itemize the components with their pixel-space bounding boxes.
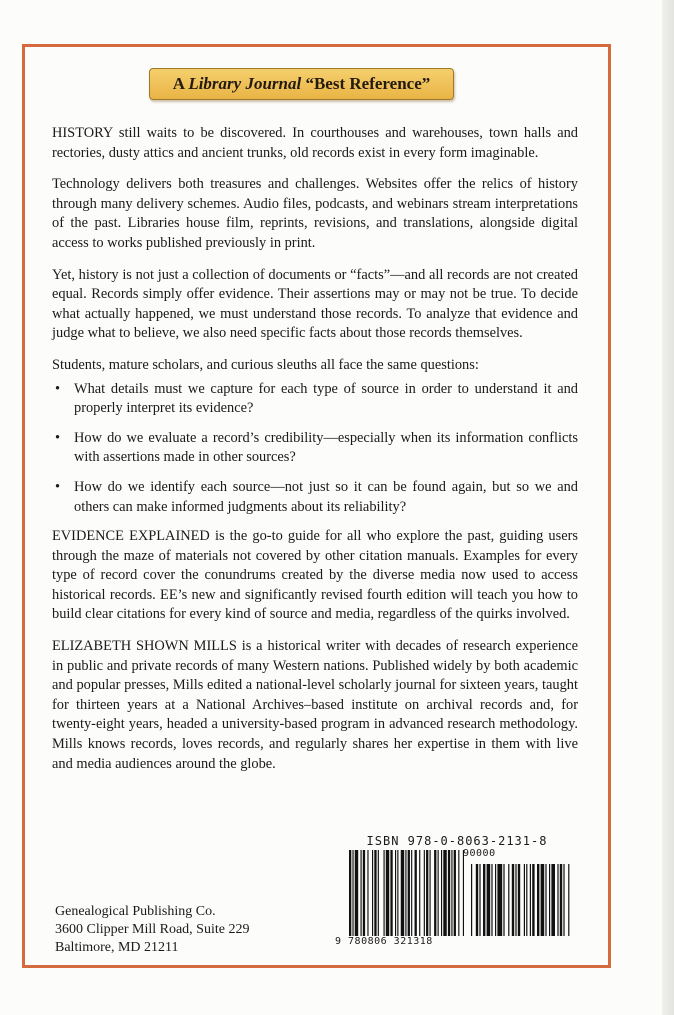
barcode-bar xyxy=(367,850,368,936)
barcode-bars xyxy=(343,850,575,938)
barcode-bar xyxy=(426,850,428,936)
barcode-bar xyxy=(415,850,417,936)
paragraph-technology: Technology delivers both treasures and challenges. Websites offer the relics of history through many delivery schemes. Audio files, podcasts, and webinars stream interpretations of the past. Libraries house film, reprints, revisions, and translations, alongside digital access to works published previously in print. xyxy=(52,176,578,251)
publisher-street: 3600 Clipper Mill Road, Suite 229 xyxy=(55,922,250,937)
addon-bar xyxy=(560,864,562,936)
addon-bar xyxy=(512,864,514,936)
paragraph-history: HISTORY still waits to be discovered. In courthouses and warehouses, town halls and rectories, dusty attics and ancient trunks, old records exist in every form imaginable. xyxy=(52,125,578,161)
addon-bar xyxy=(545,864,546,936)
addon-bar xyxy=(495,864,496,936)
addon-digits: 90000 xyxy=(463,848,496,859)
bullet-icon: • xyxy=(55,429,61,446)
barcode-bar xyxy=(352,850,353,936)
bullet-icon: • xyxy=(55,380,61,397)
list-item: • What details must we capture for each type of source in order to understand it and properly interpret its evidence? xyxy=(55,380,578,417)
page-edge xyxy=(662,0,674,1015)
paragraph-evidence: Yet, history is not just a collection of documents or “facts”—and all records are not created equal. Records simply offer evidence. Their assertions may or may not be true. To decide what actually happened, we must understand those records. To analyze that evidence and judge what to believe, we also need specific facts about those records themselves. xyxy=(52,266,578,342)
addon-bar xyxy=(497,864,502,936)
addon-bar xyxy=(479,864,480,936)
banner-journal: Library Journal xyxy=(188,74,302,93)
blurb-text xyxy=(52,124,578,786)
barcode-bar xyxy=(363,850,365,936)
paragraph-questions-intro: Students, mature scholars, and curious sleuths all face the same questions: xyxy=(52,356,479,373)
barcode-bar xyxy=(372,850,373,936)
barcode-bar xyxy=(438,850,439,936)
barcode-bar xyxy=(374,850,376,936)
addon-bar xyxy=(508,864,509,936)
addon-bar xyxy=(491,864,492,936)
award-banner xyxy=(149,68,454,100)
barcode-bar xyxy=(390,850,392,936)
barcode-bar xyxy=(454,850,456,936)
addon-bar xyxy=(530,864,531,936)
barcode-bar xyxy=(424,850,425,936)
question-list xyxy=(52,380,578,518)
addon-bar xyxy=(515,864,516,936)
barcode-bar xyxy=(386,850,389,936)
addon-bar xyxy=(526,864,527,936)
addon-bar xyxy=(549,864,550,936)
barcode-bar xyxy=(434,850,436,936)
isbn-barcode xyxy=(335,834,579,954)
barcode-bar xyxy=(458,850,459,936)
publisher-city: Baltimore, MD 21211 xyxy=(55,940,179,955)
addon-bar xyxy=(471,864,472,936)
barcode-bar xyxy=(411,850,412,936)
barcode-bar xyxy=(401,850,404,936)
publisher-name: Genealogical Publishing Co. xyxy=(55,904,216,919)
addon-bar xyxy=(557,864,558,936)
addon-bar xyxy=(563,864,564,936)
addon-bar xyxy=(537,864,539,936)
isbn-text: ISBN 978-0-8063-2131-8 xyxy=(366,834,548,848)
banner-prefix: A xyxy=(172,74,189,93)
barcode-bar xyxy=(448,850,450,936)
ean-digits: 9 780806 321318 xyxy=(335,936,433,947)
barcode-bar xyxy=(441,850,442,936)
barcode-bar xyxy=(405,850,406,936)
banner-suffix: “Best Reference” xyxy=(301,74,431,93)
addon-bar xyxy=(532,864,534,936)
list-item: • How do we evaluate a record’s credibility—especially when its information conflicts with assertions made in other sources? xyxy=(55,429,578,466)
list-item: • How do we identify each source—not just so it can be found again, but so we and others can make informed judgments about its reliability? xyxy=(55,478,578,515)
barcode-bar xyxy=(378,850,379,936)
addon-bar xyxy=(483,864,485,936)
bullet-icon: • xyxy=(55,478,61,495)
barcode-bar xyxy=(395,850,396,936)
addon-bar xyxy=(551,864,555,936)
addon-bar xyxy=(487,864,491,936)
barcode-bar xyxy=(430,850,431,936)
barcode-bar xyxy=(361,850,362,936)
addon-bar xyxy=(518,864,520,936)
paragraph-author-bio: ELIZABETH SHOWN MILLS is a historical writer with decades of research experience in public and private records of many Western nations. Published widely by both academic and popular presses, Mills edited a national-level scholarly journal for sixteen years, taught for thirteen years at a National Archives–based institute on archival records and, for twenty-eight years, headed a university-based program in advanced research methodology. Mills knows records, loves records, and regularly shares her expertise in them with live and media audiences around the globe. xyxy=(52,638,578,772)
barcode-bar xyxy=(408,850,410,936)
barcode-bar xyxy=(384,850,385,936)
barcode-bar xyxy=(397,850,398,936)
barcode-bar xyxy=(355,850,358,936)
paragraph-evidence-explained: EVIDENCE EXPLAINED is the go-to guide for all who explore the past, guiding users through the maze of materials not covered by other citation manuals. Examples for every type of record cover the conundrums created by the diverse media now used to access historical records. EE’s new and significantly revised fourth edition will teach you how to build clear citations for every kind of source and media, regardless of the quirks involved. xyxy=(52,528,578,623)
barcode-bar xyxy=(443,850,446,936)
barcode-bar xyxy=(419,850,420,936)
addon-bar xyxy=(541,864,545,936)
barcode-bar xyxy=(463,850,464,936)
barcode-bar xyxy=(349,850,351,936)
publisher-address xyxy=(55,903,249,957)
addon-bar xyxy=(503,864,504,936)
addon-bar xyxy=(476,864,478,936)
addon-bar xyxy=(568,864,569,936)
barcode-bar xyxy=(451,850,452,936)
addon-bar xyxy=(524,864,525,936)
